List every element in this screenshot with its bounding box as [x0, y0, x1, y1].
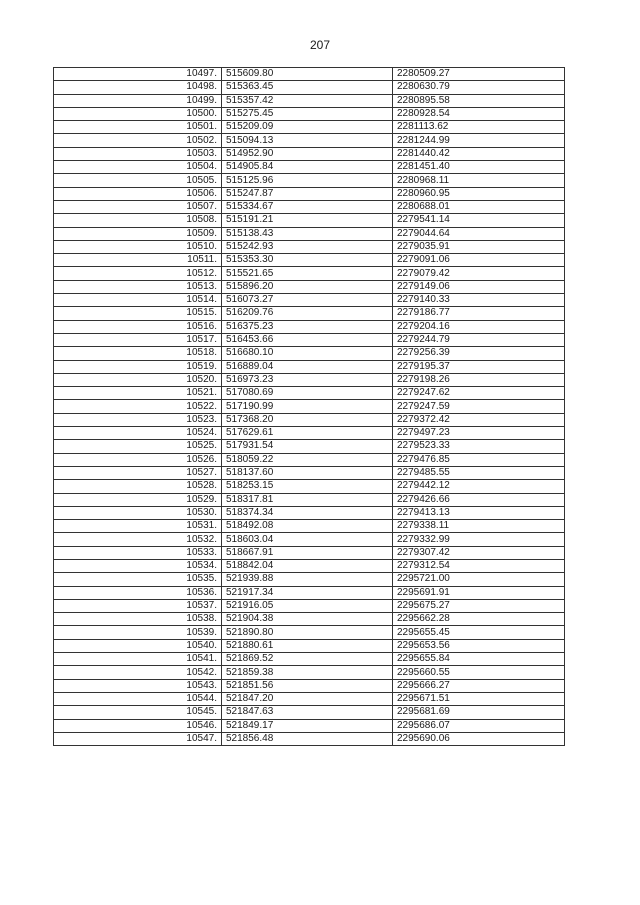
x-coordinate-cell: 515353.30 — [222, 254, 393, 267]
table-row — [54, 107, 565, 120]
table-row — [54, 506, 565, 519]
y-coordinate-cell: 2279044.64 — [393, 227, 565, 240]
point-number-cell: 10506. — [54, 187, 222, 200]
point-number-cell: 10536. — [54, 586, 222, 599]
x-coordinate-cell: 518253.15 — [222, 480, 393, 493]
y-coordinate-cell: 2279332.99 — [393, 533, 565, 546]
x-coordinate-cell: 518842.04 — [222, 559, 393, 572]
table-row — [54, 573, 565, 586]
y-coordinate-cell: 2279256.39 — [393, 347, 565, 360]
table-row — [54, 280, 565, 293]
y-coordinate-cell: 2279541.14 — [393, 214, 565, 227]
point-number-cell: 10533. — [54, 546, 222, 559]
point-number-cell: 10543. — [54, 679, 222, 692]
table-row — [54, 453, 565, 466]
x-coordinate-cell: 517368.20 — [222, 413, 393, 426]
y-coordinate-cell: 2281113.62 — [393, 121, 565, 134]
table-row — [54, 121, 565, 134]
x-coordinate-cell: 515521.65 — [222, 267, 393, 280]
x-coordinate-cell: 517190.99 — [222, 400, 393, 413]
point-number-cell: 10502. — [54, 134, 222, 147]
y-coordinate-cell: 2295690.06 — [393, 732, 565, 745]
point-number-cell: 10508. — [54, 214, 222, 227]
coordinates-table-body — [54, 68, 565, 746]
point-number-cell: 10501. — [54, 121, 222, 134]
coordinates-table — [53, 67, 565, 746]
y-coordinate-cell: 2279476.85 — [393, 453, 565, 466]
x-coordinate-cell: 515609.80 — [222, 68, 393, 81]
y-coordinate-cell: 2280928.54 — [393, 107, 565, 120]
x-coordinate-cell: 516453.66 — [222, 333, 393, 346]
x-coordinate-cell: 518137.60 — [222, 466, 393, 479]
y-coordinate-cell: 2280895.58 — [393, 94, 565, 107]
table-row — [54, 360, 565, 373]
y-coordinate-cell: 2279372.42 — [393, 413, 565, 426]
point-number-cell: 10530. — [54, 506, 222, 519]
y-coordinate-cell: 2280688.01 — [393, 200, 565, 213]
point-number-cell: 10520. — [54, 373, 222, 386]
table-row — [54, 732, 565, 745]
y-coordinate-cell: 2295691.91 — [393, 586, 565, 599]
point-number-cell: 10505. — [54, 174, 222, 187]
y-coordinate-cell: 2279204.16 — [393, 320, 565, 333]
x-coordinate-cell: 515247.87 — [222, 187, 393, 200]
table-row — [54, 94, 565, 107]
point-number-cell: 10546. — [54, 719, 222, 732]
point-number-cell: 10516. — [54, 320, 222, 333]
y-coordinate-cell: 2295686.07 — [393, 719, 565, 732]
x-coordinate-cell: 521916.05 — [222, 599, 393, 612]
point-number-cell: 10535. — [54, 573, 222, 586]
table-row — [54, 480, 565, 493]
table-row — [54, 493, 565, 506]
table-row — [54, 240, 565, 253]
x-coordinate-cell: 516073.27 — [222, 294, 393, 307]
x-coordinate-cell: 515242.93 — [222, 240, 393, 253]
y-coordinate-cell: 2279247.62 — [393, 387, 565, 400]
point-number-cell: 10500. — [54, 107, 222, 120]
point-number-cell: 10537. — [54, 599, 222, 612]
point-number-cell: 10547. — [54, 732, 222, 745]
x-coordinate-cell: 521917.34 — [222, 586, 393, 599]
y-coordinate-cell: 2279338.11 — [393, 520, 565, 533]
y-coordinate-cell: 2279149.06 — [393, 280, 565, 293]
y-coordinate-cell: 2295662.28 — [393, 613, 565, 626]
point-number-cell: 10518. — [54, 347, 222, 360]
x-coordinate-cell: 515363.45 — [222, 81, 393, 94]
table-row — [54, 626, 565, 639]
x-coordinate-cell: 515334.67 — [222, 200, 393, 213]
x-coordinate-cell: 521939.88 — [222, 573, 393, 586]
table-row — [54, 320, 565, 333]
table-row — [54, 68, 565, 81]
x-coordinate-cell: 515138.43 — [222, 227, 393, 240]
x-coordinate-cell: 518059.22 — [222, 453, 393, 466]
point-number-cell: 10517. — [54, 333, 222, 346]
x-coordinate-cell: 518603.04 — [222, 533, 393, 546]
x-coordinate-cell: 515357.42 — [222, 94, 393, 107]
table-row — [54, 639, 565, 652]
table-row — [54, 81, 565, 94]
y-coordinate-cell: 2279307.42 — [393, 546, 565, 559]
y-coordinate-cell: 2279497.23 — [393, 427, 565, 440]
y-coordinate-cell: 2279523.33 — [393, 440, 565, 453]
x-coordinate-cell: 521890.80 — [222, 626, 393, 639]
table-row — [54, 294, 565, 307]
point-number-cell: 10528. — [54, 480, 222, 493]
x-coordinate-cell: 515094.13 — [222, 134, 393, 147]
table-row — [54, 586, 565, 599]
point-number-cell: 10544. — [54, 692, 222, 705]
y-coordinate-cell: 2279079.42 — [393, 267, 565, 280]
table-row — [54, 200, 565, 213]
table-row — [54, 161, 565, 174]
table-row — [54, 666, 565, 679]
x-coordinate-cell: 521847.20 — [222, 692, 393, 705]
x-coordinate-cell: 521847.63 — [222, 706, 393, 719]
x-coordinate-cell: 517931.54 — [222, 440, 393, 453]
table-row — [54, 613, 565, 626]
y-coordinate-cell: 2279442.12 — [393, 480, 565, 493]
table-row — [54, 559, 565, 572]
table-row — [54, 147, 565, 160]
y-coordinate-cell: 2280968.11 — [393, 174, 565, 187]
table-row — [54, 653, 565, 666]
x-coordinate-cell: 521851.56 — [222, 679, 393, 692]
point-number-cell: 10529. — [54, 493, 222, 506]
table-row — [54, 520, 565, 533]
x-coordinate-cell: 518317.81 — [222, 493, 393, 506]
point-number-cell: 10532. — [54, 533, 222, 546]
point-number-cell: 10540. — [54, 639, 222, 652]
point-number-cell: 10527. — [54, 466, 222, 479]
y-coordinate-cell: 2295671.51 — [393, 692, 565, 705]
table-row — [54, 307, 565, 320]
x-coordinate-cell: 521904.38 — [222, 613, 393, 626]
x-coordinate-cell: 516680.10 — [222, 347, 393, 360]
y-coordinate-cell: 2279312.54 — [393, 559, 565, 572]
table-row — [54, 692, 565, 705]
table-row — [54, 679, 565, 692]
x-coordinate-cell: 515275.45 — [222, 107, 393, 120]
y-coordinate-cell: 2280960.95 — [393, 187, 565, 200]
x-coordinate-cell: 518374.34 — [222, 506, 393, 519]
point-number-cell: 10545. — [54, 706, 222, 719]
point-number-cell: 10504. — [54, 161, 222, 174]
x-coordinate-cell: 515191.21 — [222, 214, 393, 227]
table-row — [54, 400, 565, 413]
table-row — [54, 427, 565, 440]
y-coordinate-cell: 2295721.00 — [393, 573, 565, 586]
point-number-cell: 10509. — [54, 227, 222, 240]
y-coordinate-cell: 2295653.56 — [393, 639, 565, 652]
y-coordinate-cell: 2279140.33 — [393, 294, 565, 307]
point-number-cell: 10499. — [54, 94, 222, 107]
point-number-cell: 10507. — [54, 200, 222, 213]
point-number-cell: 10511. — [54, 254, 222, 267]
table-row — [54, 440, 565, 453]
x-coordinate-cell: 521856.48 — [222, 732, 393, 745]
table-row — [54, 466, 565, 479]
x-coordinate-cell: 518667.91 — [222, 546, 393, 559]
table-row — [54, 174, 565, 187]
page-number: 207 — [309, 38, 331, 52]
table-row — [54, 214, 565, 227]
table-row — [54, 254, 565, 267]
point-number-cell: 10524. — [54, 427, 222, 440]
x-coordinate-cell: 514952.90 — [222, 147, 393, 160]
x-coordinate-cell: 518492.08 — [222, 520, 393, 533]
point-number-cell: 10510. — [54, 240, 222, 253]
table-row — [54, 546, 565, 559]
point-number-cell: 10534. — [54, 559, 222, 572]
x-coordinate-cell: 514905.84 — [222, 161, 393, 174]
point-number-cell: 10525. — [54, 440, 222, 453]
y-coordinate-cell: 2279426.66 — [393, 493, 565, 506]
point-number-cell: 10541. — [54, 653, 222, 666]
y-coordinate-cell: 2281440.42 — [393, 147, 565, 160]
x-coordinate-cell: 516889.04 — [222, 360, 393, 373]
point-number-cell: 10514. — [54, 294, 222, 307]
table-row — [54, 599, 565, 612]
point-number-cell: 10523. — [54, 413, 222, 426]
point-number-cell: 10497. — [54, 68, 222, 81]
x-coordinate-cell: 521859.38 — [222, 666, 393, 679]
x-coordinate-cell: 516375.23 — [222, 320, 393, 333]
y-coordinate-cell: 2280509.27 — [393, 68, 565, 81]
table-row — [54, 267, 565, 280]
y-coordinate-cell: 2281244.99 — [393, 134, 565, 147]
y-coordinate-cell: 2279247.59 — [393, 400, 565, 413]
x-coordinate-cell: 515896.20 — [222, 280, 393, 293]
y-coordinate-cell: 2279413.13 — [393, 506, 565, 519]
point-number-cell: 10539. — [54, 626, 222, 639]
y-coordinate-cell: 2279195.37 — [393, 360, 565, 373]
point-number-cell: 10526. — [54, 453, 222, 466]
x-coordinate-cell: 515125.96 — [222, 174, 393, 187]
y-coordinate-cell: 2280630.79 — [393, 81, 565, 94]
table-row — [54, 533, 565, 546]
x-coordinate-cell: 516973.23 — [222, 373, 393, 386]
point-number-cell: 10503. — [54, 147, 222, 160]
y-coordinate-cell: 2295660.55 — [393, 666, 565, 679]
x-coordinate-cell: 516209.76 — [222, 307, 393, 320]
point-number-cell: 10521. — [54, 387, 222, 400]
x-coordinate-cell: 521849.17 — [222, 719, 393, 732]
point-number-cell: 10513. — [54, 280, 222, 293]
table-row — [54, 134, 565, 147]
table-row — [54, 333, 565, 346]
y-coordinate-cell: 2295655.45 — [393, 626, 565, 639]
y-coordinate-cell: 2295681.69 — [393, 706, 565, 719]
table-row — [54, 373, 565, 386]
x-coordinate-cell: 521869.52 — [222, 653, 393, 666]
y-coordinate-cell: 2295666.27 — [393, 679, 565, 692]
table-row — [54, 387, 565, 400]
table-row — [54, 227, 565, 240]
x-coordinate-cell: 517629.61 — [222, 427, 393, 440]
point-number-cell: 10515. — [54, 307, 222, 320]
table-row — [54, 347, 565, 360]
y-coordinate-cell: 2281451.40 — [393, 161, 565, 174]
point-number-cell: 10519. — [54, 360, 222, 373]
x-coordinate-cell: 517080.69 — [222, 387, 393, 400]
y-coordinate-cell: 2295655.84 — [393, 653, 565, 666]
point-number-cell: 10512. — [54, 267, 222, 280]
x-coordinate-cell: 515209.09 — [222, 121, 393, 134]
table-row — [54, 187, 565, 200]
y-coordinate-cell: 2279035.91 — [393, 240, 565, 253]
point-number-cell: 10498. — [54, 81, 222, 94]
x-coordinate-cell: 521880.61 — [222, 639, 393, 652]
point-number-cell: 10542. — [54, 666, 222, 679]
y-coordinate-cell: 2279198.26 — [393, 373, 565, 386]
point-number-cell: 10522. — [54, 400, 222, 413]
table-row — [54, 719, 565, 732]
y-coordinate-cell: 2295675.27 — [393, 599, 565, 612]
y-coordinate-cell: 2279485.55 — [393, 466, 565, 479]
point-number-cell: 10538. — [54, 613, 222, 626]
y-coordinate-cell: 2279186.77 — [393, 307, 565, 320]
point-number-cell: 10531. — [54, 520, 222, 533]
table-row — [54, 706, 565, 719]
table-row — [54, 413, 565, 426]
y-coordinate-cell: 2279091.06 — [393, 254, 565, 267]
y-coordinate-cell: 2279244.79 — [393, 333, 565, 346]
